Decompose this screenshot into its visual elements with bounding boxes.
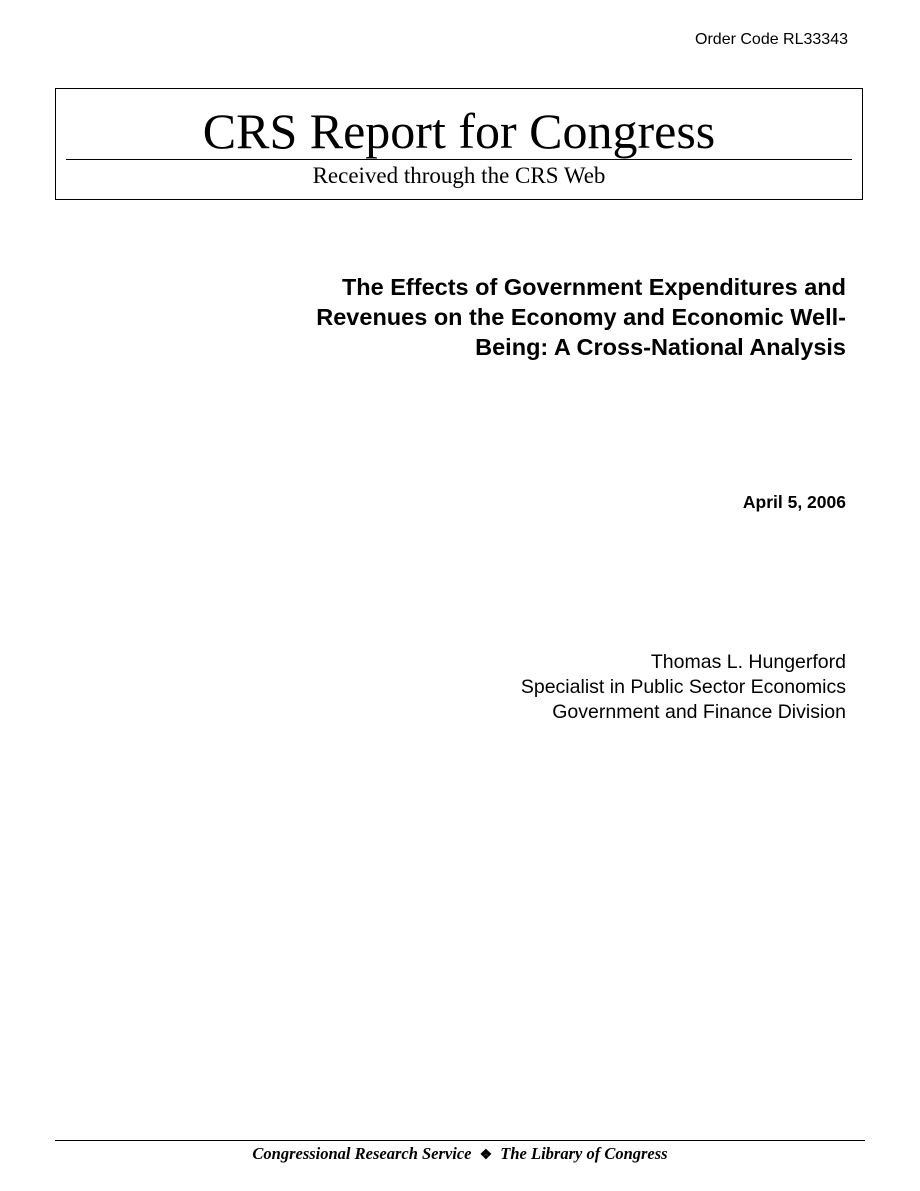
report-title-line: The Effects of Government Expenditures and [341,274,846,300]
diamond-ornament-icon: ❖ [479,1148,493,1163]
report-date: April 5, 2006 [742,492,846,512]
header-title: CRS Report for Congress [202,103,716,159]
author-block [521,650,846,725]
header-divider [66,159,852,160]
order-code: Order Code RL33343 [695,31,848,48]
footer-library: The Library of Congress [500,1144,668,1163]
report-title-line: Revenues on the Economy and Economic Well- [316,304,846,330]
report-title [186,272,846,362]
header-subtitle: Received through the CRS Web [312,163,606,188]
footer [55,1143,865,1167]
report-header-box [55,88,863,200]
author-division: Government and Finance Division [552,701,846,723]
report-title-line: Being: A Cross-National Analysis [475,334,846,360]
author-position: Specialist in Public Sector Economics [520,676,846,698]
footer-organization: Congressional Research Service [252,1144,472,1163]
author-name: Thomas L. Hungerford [650,651,846,673]
footer-divider [55,1140,865,1141]
